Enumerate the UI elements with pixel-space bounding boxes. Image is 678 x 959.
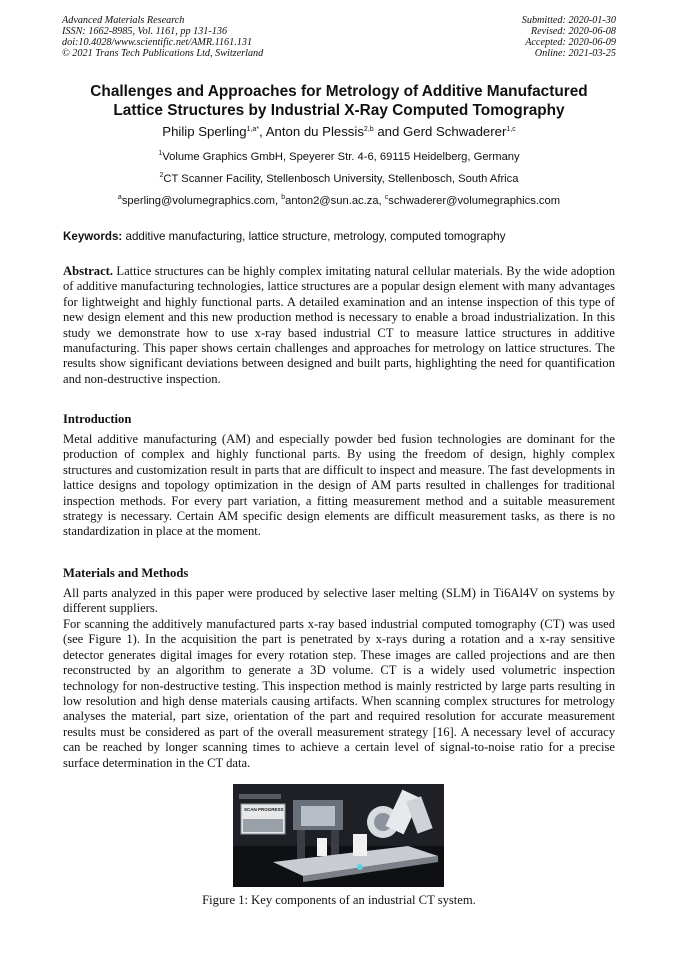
figure-caption: Figure 1: Key components of an industrial CT system. — [202, 893, 476, 907]
affiliation-1 — [30, 151, 648, 163]
affiliation-marker: 1 — [158, 150, 163, 157]
author-1: Philip Sperling — [162, 124, 247, 139]
title-line-1: Challenges and Approaches for Metrology of Additive Manufactured — [90, 83, 588, 100]
author-2: Anton du Plessis — [265, 124, 364, 139]
affiliation-2 — [30, 173, 648, 185]
methods-heading: Materials and Methods — [63, 566, 189, 580]
email-list — [30, 195, 648, 207]
methods-paragraph-1: All parts analyzed in this paper were produced by selective laser melting (SLM) in Ti6Al4V on systems by different suppliers. — [63, 586, 615, 616]
affiliation-marker: 2 — [159, 172, 164, 179]
abstract — [63, 264, 615, 387]
paper-title — [40, 82, 638, 120]
author-list — [40, 124, 638, 139]
scan-progress-label: SCAN PROGRESS — [244, 807, 284, 812]
keywords — [63, 230, 616, 243]
methods-paragraph-2: For scanning the additively manufactured parts x-ray based industrial computed tomography (CT) was used (see Figure 1). In the acquisition the part is penetrated by x-rays during a rotation and a x-ray sensitive detector generates digital images for every rotation step. These images are called projections and are then reconstructed by an algorithm to generate a 3D volume. CT is a widely used volumetric inspection technology for non-destructive testing. This inspection method is mainly restricted by large parts resulting in low resolution and high dense materials causing artifacts. When scanning complex structures for metrology analyses the material, part size, orientation of the part and required resolution for accurate measurement results must be considered as part of the overall measurement strategy [16]. A necessary level of accuracy can be reached by longer scanning times to achieve a certain level of signal-to-noise ratio for a precise surface determination in the CT data. — [63, 617, 615, 770]
email-marker: c — [384, 194, 389, 201]
email-2[interactable]: anton2@sun.ac.za, — [285, 195, 385, 207]
author-separator: and — [373, 124, 403, 139]
introduction-text: Metal additive manufacturing (AM) and especially powder bed fusion technologies are dominant for the production of complex and highly functional parts. By using the freedom of design, highly complex structures and customization result in parts that are difficult to inspect and measure. The fast developments in lattice designs and topology optimization in the design of AM parts resulted in challenges for traditional inspection methods. For every part variation, a fitting measurement method and a suitable measurement strategy is necessary. Certain AM specific design elements are difficult measurement tasks, as there is no standardization in place at the moment. — [63, 432, 615, 539]
email-3[interactable]: schwaderer@volumegraphics.com — [388, 195, 561, 207]
accepted-date: Accepted: 2020-06-09 — [525, 37, 616, 48]
author-3-affil: 1,c — [506, 126, 516, 133]
issn-line: ISSN: 1662-8985, Vol. 1161, pp 131-136 — [62, 26, 228, 37]
introduction-heading: Introduction — [63, 412, 132, 426]
email-marker: a — [117, 194, 122, 201]
journal-info — [62, 15, 263, 59]
journal-name: Advanced Materials Research — [62, 15, 185, 26]
author-3: Gerd Schwaderer — [403, 124, 507, 139]
ct-system-figure — [233, 784, 444, 887]
online-date: Online: 2021-03-25 — [534, 48, 616, 59]
copyright-line: © 2021 Trans Tech Publications Ltd, Switzerland — [62, 48, 264, 59]
abstract-label: Abstract. — [63, 264, 114, 278]
abstract-text: Lattice structures can be highly complex imitating natural cellular materials. By the wide adoption of additive manufacturing technologies, lattice structures are a popular design element with many advantages for lightweight and highly functional parts. A detailed examination and an intense inspection of this type of new design element and this new production method is necessary to enable a broad industrialization. In this study we demonstrate how to use x-ray based industrial CT to measure lattice structures in additive manufacturing. This paper shows certain challenges and approaches for metrology on lattice structures. The results show significant deviations between designed and built parts, highlighting the need for quantification and non-destructive inspection. — [63, 264, 615, 386]
ct-system-illustration — [233, 784, 444, 887]
keywords-label: Keywords: — [63, 230, 123, 243]
email-marker: b — [281, 194, 286, 201]
author-2-affil: 2,b — [363, 126, 374, 133]
affiliation-text: Volume Graphics GmbH, Speyerer Str. 4-6, 69115 Heidelberg, Germany — [162, 151, 520, 163]
affiliation-text: CT Scanner Facility, Stellenbosch University, Stellenbosch, South Africa — [163, 173, 519, 185]
author-separator: , — [259, 124, 266, 139]
doi-line: doi:10.4028/www.scientific.net/AMR.1161.131 — [62, 37, 253, 48]
author-1-affil: 1,a* — [246, 126, 260, 133]
publication-dates — [522, 15, 616, 59]
submitted-date: Submitted: 2020-01-30 — [521, 15, 616, 26]
keywords-text: additive manufacturing, lattice structure, metrology, computed tomography — [122, 230, 506, 243]
title-line-2: Lattice Structures by Industrial X-Ray Computed Tomography — [113, 102, 565, 119]
email-1[interactable]: sperling@volumegraphics.com, — [121, 195, 282, 207]
revised-date: Revised: 2020-06-08 — [530, 26, 616, 37]
